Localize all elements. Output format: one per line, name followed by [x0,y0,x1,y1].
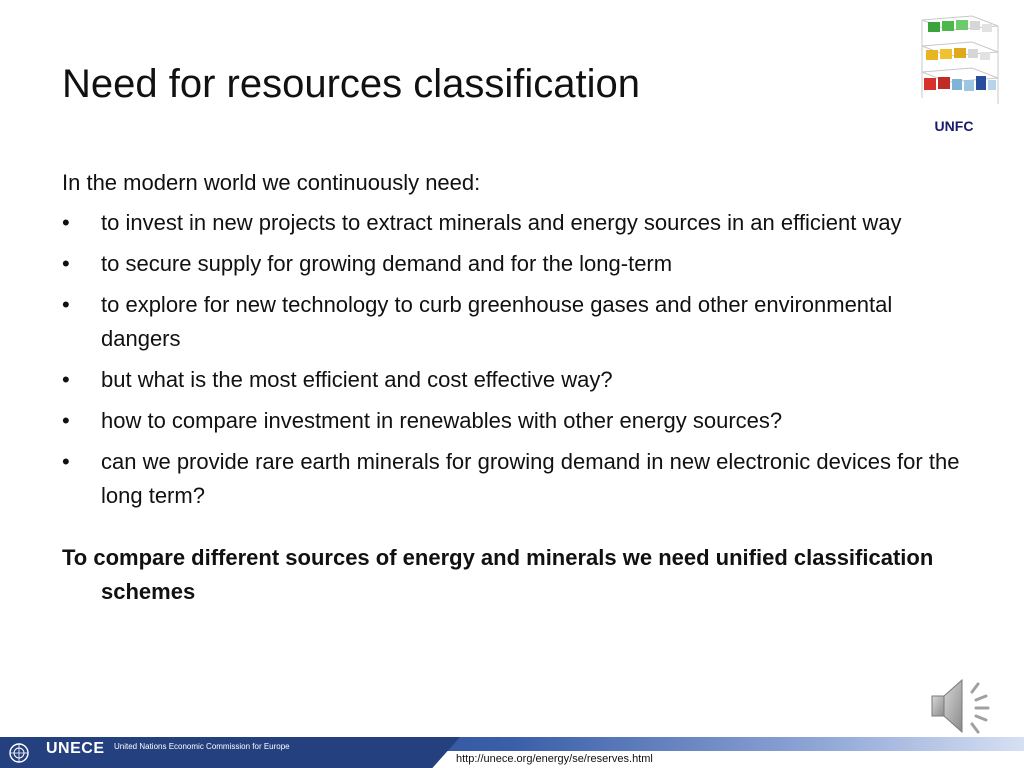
bullet-icon: • [62,210,70,235]
bullet-text: to explore for new technology to curb greenhouse gases and other environmental dangers [101,292,893,351]
audio-button[interactable] [928,674,998,738]
unfc-label: UNFC [934,118,974,134]
speaker-icon [928,674,998,738]
bullet-icon: • [62,367,70,392]
list-item [62,445,962,513]
bullet-icon: • [62,292,70,317]
slide-title: Need for resources classification [62,62,641,106]
footer [0,737,1024,768]
list-item [62,247,962,281]
bullet-text: to invest in new projects to extract minerals and energy sources in an efficient way [101,210,902,235]
bullet-text: but what is the most efficient and cost effective way? [101,367,613,392]
list-item [62,288,962,356]
bullet-icon: • [62,251,70,276]
list-item [62,363,962,397]
unfc-cube-icon [902,12,1006,116]
intro-text: In the modern world we continuously need: [62,170,481,195]
unece-full-name: United Nations Economic Commission for Europe [114,742,290,751]
list-item [62,206,962,240]
bullet-text: can we provide rare earth minerals for growing demand in new electronic devices for the long term? [101,449,960,508]
unece-logo-text: UNECE [46,740,105,757]
bullet-icon: • [62,449,70,474]
un-emblem-icon [8,742,30,764]
bullet-list [62,206,962,513]
slide-body [62,166,962,609]
bullet-text: to secure supply for growing demand and for the long-term [101,251,673,276]
unfc-logo [902,12,1006,140]
list-item [62,404,962,438]
footer-url[interactable]: http://unece.org/energy/se/reserves.html [456,753,653,765]
bullet-icon: • [62,408,70,433]
bullet-text: how to compare investment in renewables with other energy sources? [101,408,783,433]
conclusion-text: To compare different sources of energy and minerals we need unified classification schemes [62,545,934,604]
